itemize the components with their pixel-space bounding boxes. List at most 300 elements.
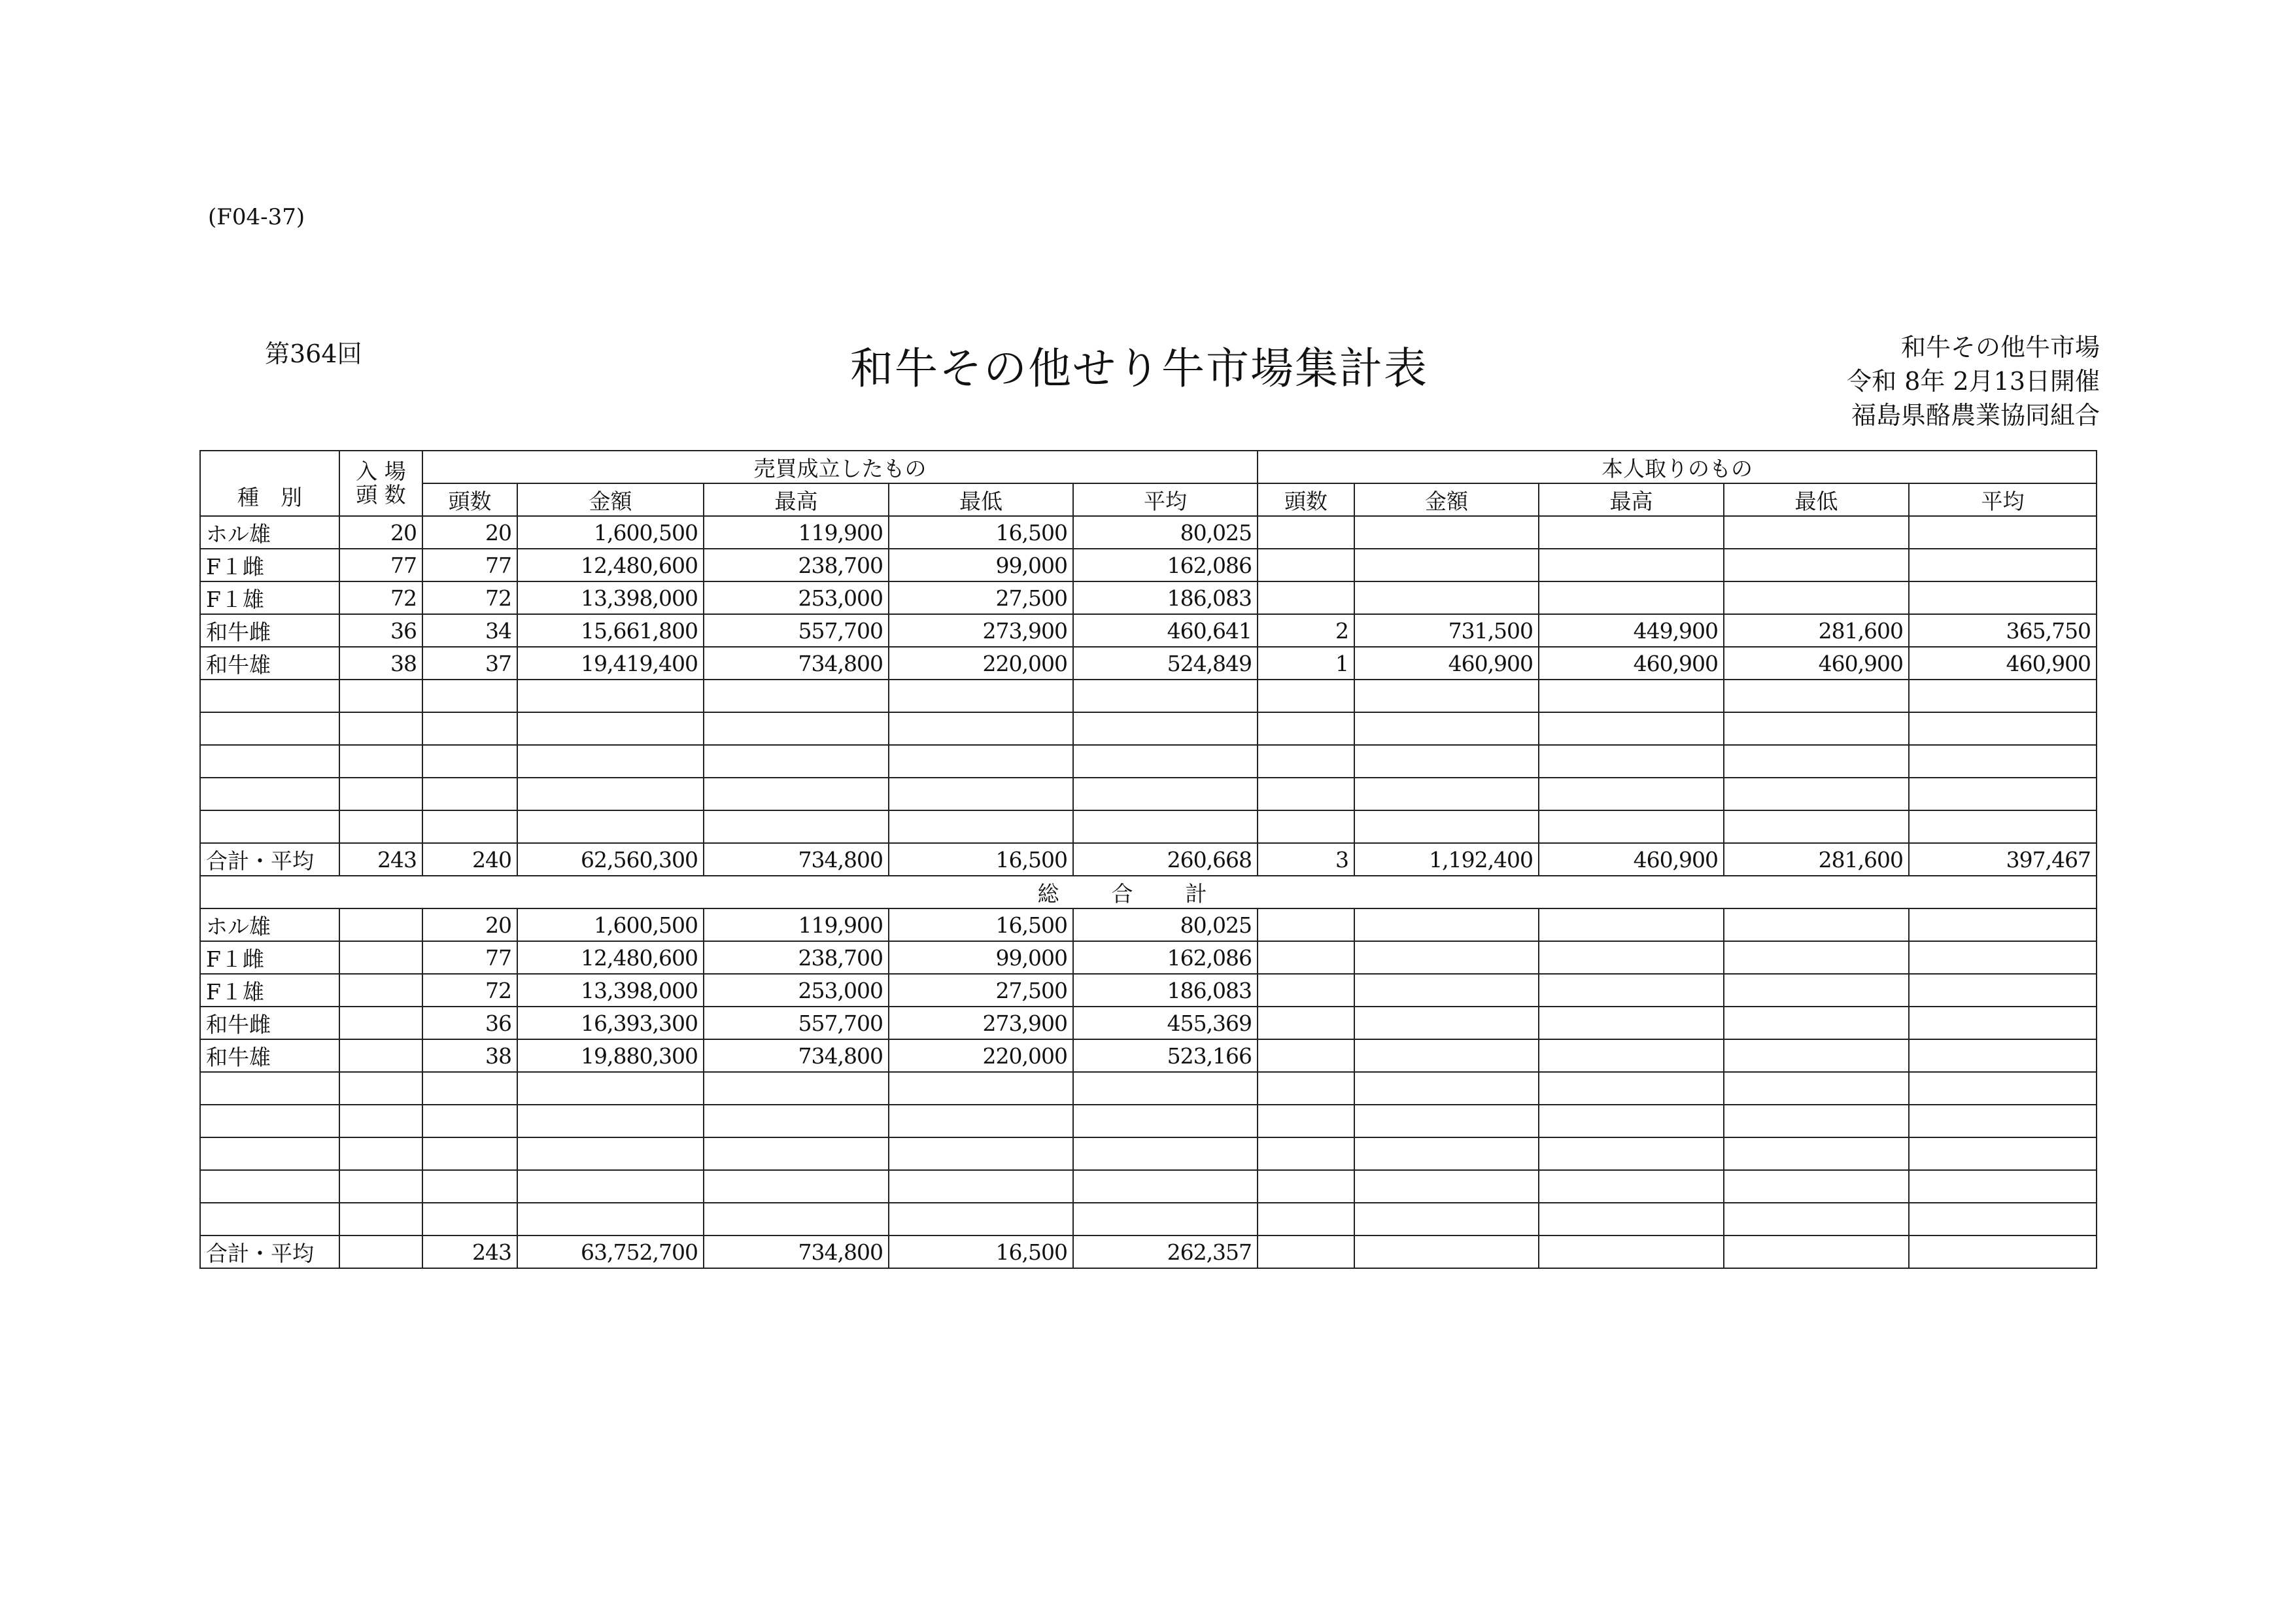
cell-sold-2: 557,700 xyxy=(704,614,889,647)
cell-category: F１雌 xyxy=(200,941,339,974)
cell-sold-1 xyxy=(517,1072,704,1105)
cell-owner-1 xyxy=(1354,1105,1539,1137)
cell-owner-3 xyxy=(1724,1105,1909,1137)
cell-sold-4: 186,083 xyxy=(1073,581,1258,614)
table-row xyxy=(200,614,2097,647)
cell-owner-0 xyxy=(1258,778,1354,810)
cell-sold-0: 34 xyxy=(422,614,517,647)
cell-entered: 243 xyxy=(339,843,422,876)
cell-owner-0 xyxy=(1258,1203,1354,1235)
cell-sold-0 xyxy=(422,712,517,745)
cell-sold-1: 1,600,500 xyxy=(517,908,704,941)
cell-entered: 72 xyxy=(339,581,422,614)
cell-owner-0: 3 xyxy=(1258,843,1354,876)
header-row-groups xyxy=(200,451,2097,483)
cell-owner-2 xyxy=(1539,712,1724,745)
cell-sold-3 xyxy=(889,745,1073,778)
cell-sold-3 xyxy=(889,1072,1073,1105)
cell-sold-2 xyxy=(704,1137,889,1170)
cell-sold-1: 12,480,600 xyxy=(517,549,704,581)
cell-owner-2: 460,900 xyxy=(1539,647,1724,680)
cell-entered xyxy=(339,1137,422,1170)
cell-sold-0 xyxy=(422,1170,517,1203)
cell-owner-4 xyxy=(1909,974,2097,1007)
cell-category: 合計・平均 xyxy=(200,843,339,876)
cell-sold-4: 80,025 xyxy=(1073,516,1258,549)
cell-owner-2 xyxy=(1539,1072,1724,1105)
cell-owner-2 xyxy=(1539,549,1724,581)
cell-sold-0: 77 xyxy=(422,549,517,581)
header-col-7: 最高 xyxy=(1539,483,1724,516)
cell-sold-3 xyxy=(889,1203,1073,1235)
cell-sold-1 xyxy=(517,1170,704,1203)
cell-owner-0 xyxy=(1258,974,1354,1007)
cell-sold-0: 38 xyxy=(422,1039,517,1072)
cell-owner-2 xyxy=(1539,1039,1724,1072)
cell-sold-3: 99,000 xyxy=(889,941,1073,974)
cell-sold-4: 460,641 xyxy=(1073,614,1258,647)
grand-table-row-empty xyxy=(200,1170,2097,1203)
cell-owner-1 xyxy=(1354,1137,1539,1170)
cell-sold-3 xyxy=(889,680,1073,712)
cell-owner-2 xyxy=(1539,1170,1724,1203)
cell-owner-2 xyxy=(1539,516,1724,549)
cell-sold-3: 220,000 xyxy=(889,1039,1073,1072)
cell-owner-1 xyxy=(1354,810,1539,843)
cell-sold-0: 77 xyxy=(422,941,517,974)
table-row-empty xyxy=(200,810,2097,843)
cell-owner-4 xyxy=(1909,941,2097,974)
table-row-empty xyxy=(200,680,2097,712)
cell-owner-4 xyxy=(1909,1105,2097,1137)
cell-category: F１雄 xyxy=(200,974,339,1007)
header-col-6: 金額 xyxy=(1354,483,1539,516)
cell-sold-3: 273,900 xyxy=(889,1007,1073,1039)
header-row-columns xyxy=(200,483,2097,516)
table-row xyxy=(200,647,2097,680)
header-col-5: 頭数 xyxy=(1258,483,1354,516)
cell-sold-1: 62,560,300 xyxy=(517,843,704,876)
cell-owner-1 xyxy=(1354,778,1539,810)
cell-sold-4: 523,166 xyxy=(1073,1039,1258,1072)
cell-owner-1 xyxy=(1354,581,1539,614)
cell-sold-2: 253,000 xyxy=(704,581,889,614)
cell-owner-1 xyxy=(1354,516,1539,549)
cell-owner-3 xyxy=(1724,516,1909,549)
cell-sold-4 xyxy=(1073,712,1258,745)
cell-owner-0 xyxy=(1258,1235,1354,1268)
cell-sold-2 xyxy=(704,680,889,712)
cell-entered xyxy=(339,810,422,843)
cell-sold-1 xyxy=(517,810,704,843)
cell-owner-1 xyxy=(1354,941,1539,974)
cell-owner-2 xyxy=(1539,941,1724,974)
cell-owner-0 xyxy=(1258,1105,1354,1137)
cell-sold-2 xyxy=(704,712,889,745)
table-row xyxy=(200,516,2097,549)
cell-sold-2 xyxy=(704,1170,889,1203)
session-number: 第364回 xyxy=(265,339,362,368)
cell-owner-0 xyxy=(1258,1137,1354,1170)
cell-entered xyxy=(339,1235,422,1268)
cell-owner-2 xyxy=(1539,1203,1724,1235)
cell-entered xyxy=(339,908,422,941)
cell-owner-3 xyxy=(1724,941,1909,974)
cell-owner-0 xyxy=(1258,680,1354,712)
cell-sold-4: 524,849 xyxy=(1073,647,1258,680)
header-col-4: 平均 xyxy=(1073,483,1258,516)
grand-table-row-empty xyxy=(200,1203,2097,1235)
cell-sold-0 xyxy=(422,778,517,810)
cell-owner-3: 281,600 xyxy=(1724,614,1909,647)
cell-owner-3 xyxy=(1724,810,1909,843)
cell-owner-3: 460,900 xyxy=(1724,647,1909,680)
cell-owner-1: 1,192,400 xyxy=(1354,843,1539,876)
cell-sold-3: 16,500 xyxy=(889,516,1073,549)
cell-sold-4: 260,668 xyxy=(1073,843,1258,876)
cell-owner-2 xyxy=(1539,908,1724,941)
cell-sold-2: 557,700 xyxy=(704,1007,889,1039)
cell-category xyxy=(200,712,339,745)
cell-owner-0 xyxy=(1258,745,1354,778)
grand-table-row xyxy=(200,1007,2097,1039)
cell-owner-2 xyxy=(1539,1235,1724,1268)
cell-owner-2 xyxy=(1539,581,1724,614)
cell-owner-2 xyxy=(1539,1137,1724,1170)
cell-owner-3 xyxy=(1724,908,1909,941)
cell-owner-4 xyxy=(1909,516,2097,549)
cell-category xyxy=(200,745,339,778)
cell-sold-0 xyxy=(422,1203,517,1235)
cell-sold-2: 119,900 xyxy=(704,516,889,549)
cell-owner-2 xyxy=(1539,810,1724,843)
cell-category: ホル雄 xyxy=(200,516,339,549)
header-col-3: 最低 xyxy=(889,483,1073,516)
cell-sold-2 xyxy=(704,1105,889,1137)
cell-owner-2 xyxy=(1539,680,1724,712)
cell-entered xyxy=(339,680,422,712)
cell-sold-0: 72 xyxy=(422,581,517,614)
summary-table xyxy=(199,450,2097,1269)
cell-owner-3 xyxy=(1724,1007,1909,1039)
cell-owner-1 xyxy=(1354,1007,1539,1039)
cell-category: 和牛雌 xyxy=(200,1007,339,1039)
cell-sold-3: 99,000 xyxy=(889,549,1073,581)
cell-entered xyxy=(339,745,422,778)
cell-entered xyxy=(339,1170,422,1203)
cell-owner-0 xyxy=(1258,581,1354,614)
cell-sold-2: 734,800 xyxy=(704,1039,889,1072)
header-col-2: 最高 xyxy=(704,483,889,516)
cell-owner-4 xyxy=(1909,1007,2097,1039)
cell-owner-4 xyxy=(1909,1039,2097,1072)
event-date: 令和 8年 2月13日開催 xyxy=(1847,367,2100,396)
cell-sold-3 xyxy=(889,1170,1073,1203)
cell-owner-4 xyxy=(1909,1170,2097,1203)
header-col-9: 平均 xyxy=(1909,483,2097,516)
cell-sold-4 xyxy=(1073,810,1258,843)
cell-sold-0 xyxy=(422,810,517,843)
page-title: 和牛その他せり牛市場集計表 xyxy=(850,343,1428,394)
cell-owner-0: 1 xyxy=(1258,647,1354,680)
cell-owner-4 xyxy=(1909,712,2097,745)
cell-sold-4 xyxy=(1073,1072,1258,1105)
cell-entered: 38 xyxy=(339,647,422,680)
cell-sold-2: 238,700 xyxy=(704,941,889,974)
cell-category: F１雌 xyxy=(200,549,339,581)
cell-owner-3: 281,600 xyxy=(1724,843,1909,876)
cell-owner-4 xyxy=(1909,1235,2097,1268)
cell-owner-2: 460,900 xyxy=(1539,843,1724,876)
cell-sold-3 xyxy=(889,778,1073,810)
grand-total-section-row xyxy=(200,876,2097,908)
cell-sold-1: 19,419,400 xyxy=(517,647,704,680)
document-code: (F04-37) xyxy=(208,204,305,230)
grand-table-row-total xyxy=(200,1235,2097,1268)
cell-sold-4: 455,369 xyxy=(1073,1007,1258,1039)
cell-sold-1: 63,752,700 xyxy=(517,1235,704,1268)
header-col-0: 頭数 xyxy=(422,483,517,516)
cell-sold-2 xyxy=(704,745,889,778)
cell-sold-1: 19,880,300 xyxy=(517,1039,704,1072)
cell-owner-4 xyxy=(1909,1072,2097,1105)
cell-owner-0 xyxy=(1258,941,1354,974)
cell-sold-4 xyxy=(1073,745,1258,778)
cell-entered: 77 xyxy=(339,549,422,581)
cell-owner-3 xyxy=(1724,1235,1909,1268)
cell-category: 和牛雄 xyxy=(200,647,339,680)
cell-owner-0 xyxy=(1258,1007,1354,1039)
cell-entered xyxy=(339,1039,422,1072)
market-name: 和牛その他牛市場 xyxy=(1900,333,2100,362)
cell-category xyxy=(200,1170,339,1203)
cell-owner-1 xyxy=(1354,680,1539,712)
cell-category xyxy=(200,1137,339,1170)
cell-sold-1 xyxy=(517,680,704,712)
cell-sold-2: 734,800 xyxy=(704,647,889,680)
cell-owner-3 xyxy=(1724,1039,1909,1072)
cell-entered: 36 xyxy=(339,614,422,647)
cell-owner-3 xyxy=(1724,778,1909,810)
organization-name: 福島県酪農業協同組合 xyxy=(1851,401,2100,430)
cell-owner-3 xyxy=(1724,680,1909,712)
cell-entered: 20 xyxy=(339,516,422,549)
cell-sold-0: 72 xyxy=(422,974,517,1007)
table-row xyxy=(200,549,2097,581)
cell-sold-4: 162,086 xyxy=(1073,941,1258,974)
cell-sold-1 xyxy=(517,1137,704,1170)
cell-sold-2: 734,800 xyxy=(704,1235,889,1268)
cell-category xyxy=(200,778,339,810)
table-row-total xyxy=(200,843,2097,876)
cell-owner-0 xyxy=(1258,549,1354,581)
cell-category: 和牛雄 xyxy=(200,1039,339,1072)
cell-sold-4 xyxy=(1073,778,1258,810)
cell-owner-4: 460,900 xyxy=(1909,647,2097,680)
cell-owner-1 xyxy=(1354,549,1539,581)
cell-owner-0 xyxy=(1258,810,1354,843)
cell-category: 合計・平均 xyxy=(200,1235,339,1268)
cell-owner-3 xyxy=(1724,712,1909,745)
cell-category: 和牛雌 xyxy=(200,614,339,647)
cell-owner-3 xyxy=(1724,1137,1909,1170)
cell-sold-0 xyxy=(422,1137,517,1170)
cell-owner-1 xyxy=(1354,974,1539,1007)
cell-sold-4 xyxy=(1073,1203,1258,1235)
cell-sold-1 xyxy=(517,1105,704,1137)
cell-category xyxy=(200,1072,339,1105)
table-row-empty xyxy=(200,712,2097,745)
cell-sold-0 xyxy=(422,1105,517,1137)
cell-sold-1: 1,600,500 xyxy=(517,516,704,549)
cell-sold-0 xyxy=(422,745,517,778)
cell-sold-1: 16,393,300 xyxy=(517,1007,704,1039)
cell-sold-2 xyxy=(704,1203,889,1235)
header-group-owner: 本人取りのもの xyxy=(1258,451,2097,483)
grand-total-section-label: 総合計 xyxy=(200,876,2097,908)
cell-owner-2 xyxy=(1539,778,1724,810)
cell-owner-3 xyxy=(1724,1170,1909,1203)
cell-owner-4 xyxy=(1909,1137,2097,1170)
cell-entered xyxy=(339,1007,422,1039)
cell-entered xyxy=(339,712,422,745)
cell-owner-0 xyxy=(1258,516,1354,549)
cell-sold-2: 119,900 xyxy=(704,908,889,941)
cell-sold-4 xyxy=(1073,1137,1258,1170)
cell-sold-0: 20 xyxy=(422,516,517,549)
cell-sold-4: 80,025 xyxy=(1073,908,1258,941)
table-row-empty xyxy=(200,778,2097,810)
cell-category xyxy=(200,810,339,843)
cell-sold-2 xyxy=(704,1072,889,1105)
cell-entered xyxy=(339,1105,422,1137)
cell-category: F１雄 xyxy=(200,581,339,614)
cell-owner-2: 449,900 xyxy=(1539,614,1724,647)
cell-sold-3: 16,500 xyxy=(889,843,1073,876)
cell-sold-0: 37 xyxy=(422,647,517,680)
grand-table-row xyxy=(200,1039,2097,1072)
cell-sold-3 xyxy=(889,1105,1073,1137)
cell-entered xyxy=(339,778,422,810)
table-row xyxy=(200,581,2097,614)
cell-entered xyxy=(339,941,422,974)
cell-sold-2 xyxy=(704,778,889,810)
grand-table-row-empty xyxy=(200,1072,2097,1105)
cell-owner-4 xyxy=(1909,908,2097,941)
cell-sold-2: 253,000 xyxy=(704,974,889,1007)
cell-owner-4: 365,750 xyxy=(1909,614,2097,647)
cell-sold-3: 27,500 xyxy=(889,974,1073,1007)
cell-category xyxy=(200,1203,339,1235)
cell-owner-2 xyxy=(1539,1105,1724,1137)
cell-sold-1: 12,480,600 xyxy=(517,941,704,974)
cell-owner-4 xyxy=(1909,549,2097,581)
cell-sold-1: 15,661,800 xyxy=(517,614,704,647)
cell-owner-4: 397,467 xyxy=(1909,843,2097,876)
cell-sold-2: 238,700 xyxy=(704,549,889,581)
cell-sold-4: 162,086 xyxy=(1073,549,1258,581)
grand-table-row xyxy=(200,974,2097,1007)
cell-sold-3 xyxy=(889,712,1073,745)
cell-sold-4 xyxy=(1073,680,1258,712)
header-col-8: 最低 xyxy=(1724,483,1909,516)
header-entered xyxy=(339,451,422,516)
grand-table-row-empty xyxy=(200,1105,2097,1137)
cell-owner-2 xyxy=(1539,745,1724,778)
cell-sold-0 xyxy=(422,680,517,712)
cell-sold-3 xyxy=(889,810,1073,843)
cell-sold-4 xyxy=(1073,1105,1258,1137)
cell-owner-3 xyxy=(1724,581,1909,614)
cell-sold-2 xyxy=(704,810,889,843)
cell-sold-4 xyxy=(1073,1170,1258,1203)
cell-owner-0 xyxy=(1258,1072,1354,1105)
cell-sold-1 xyxy=(517,745,704,778)
cell-sold-0: 20 xyxy=(422,908,517,941)
cell-owner-1 xyxy=(1354,1039,1539,1072)
cell-owner-3 xyxy=(1724,974,1909,1007)
cell-category xyxy=(200,680,339,712)
cell-sold-0: 243 xyxy=(422,1235,517,1268)
cell-owner-4 xyxy=(1909,581,2097,614)
cell-entered xyxy=(339,1072,422,1105)
cell-category xyxy=(200,1105,339,1137)
cell-owner-1 xyxy=(1354,745,1539,778)
cell-sold-0: 36 xyxy=(422,1007,517,1039)
cell-sold-0: 240 xyxy=(422,843,517,876)
cell-owner-2 xyxy=(1539,974,1724,1007)
header-entered-line2: 頭 数 xyxy=(356,481,406,508)
cell-owner-0 xyxy=(1258,1170,1354,1203)
cell-sold-1: 13,398,000 xyxy=(517,581,704,614)
cell-category: ホル雄 xyxy=(200,908,339,941)
cell-sold-1: 13,398,000 xyxy=(517,974,704,1007)
cell-owner-4 xyxy=(1909,1203,2097,1235)
header-group-sold: 売買成立したもの xyxy=(422,451,1258,483)
grand-table-row xyxy=(200,908,2097,941)
cell-sold-2: 734,800 xyxy=(704,843,889,876)
cell-owner-0 xyxy=(1258,908,1354,941)
cell-owner-4 xyxy=(1909,778,2097,810)
cell-sold-1 xyxy=(517,778,704,810)
cell-owner-1 xyxy=(1354,712,1539,745)
cell-sold-4: 186,083 xyxy=(1073,974,1258,1007)
cell-owner-4 xyxy=(1909,745,2097,778)
cell-owner-0 xyxy=(1258,712,1354,745)
cell-owner-3 xyxy=(1724,745,1909,778)
cell-owner-1 xyxy=(1354,1072,1539,1105)
issuer-block xyxy=(1847,330,2100,432)
cell-owner-0 xyxy=(1258,1039,1354,1072)
grand-table-row xyxy=(200,941,2097,974)
cell-owner-1 xyxy=(1354,908,1539,941)
cell-owner-3 xyxy=(1724,1072,1909,1105)
cell-owner-4 xyxy=(1909,680,2097,712)
cell-sold-1 xyxy=(517,712,704,745)
cell-owner-1: 460,900 xyxy=(1354,647,1539,680)
cell-sold-3: 16,500 xyxy=(889,908,1073,941)
cell-entered xyxy=(339,974,422,1007)
cell-sold-3 xyxy=(889,1137,1073,1170)
cell-owner-2 xyxy=(1539,1007,1724,1039)
cell-sold-4: 262,357 xyxy=(1073,1235,1258,1268)
cell-owner-1: 731,500 xyxy=(1354,614,1539,647)
cell-owner-1 xyxy=(1354,1203,1539,1235)
cell-sold-3: 220,000 xyxy=(889,647,1073,680)
cell-entered xyxy=(339,1203,422,1235)
cell-owner-0: 2 xyxy=(1258,614,1354,647)
cell-sold-3: 273,900 xyxy=(889,614,1073,647)
